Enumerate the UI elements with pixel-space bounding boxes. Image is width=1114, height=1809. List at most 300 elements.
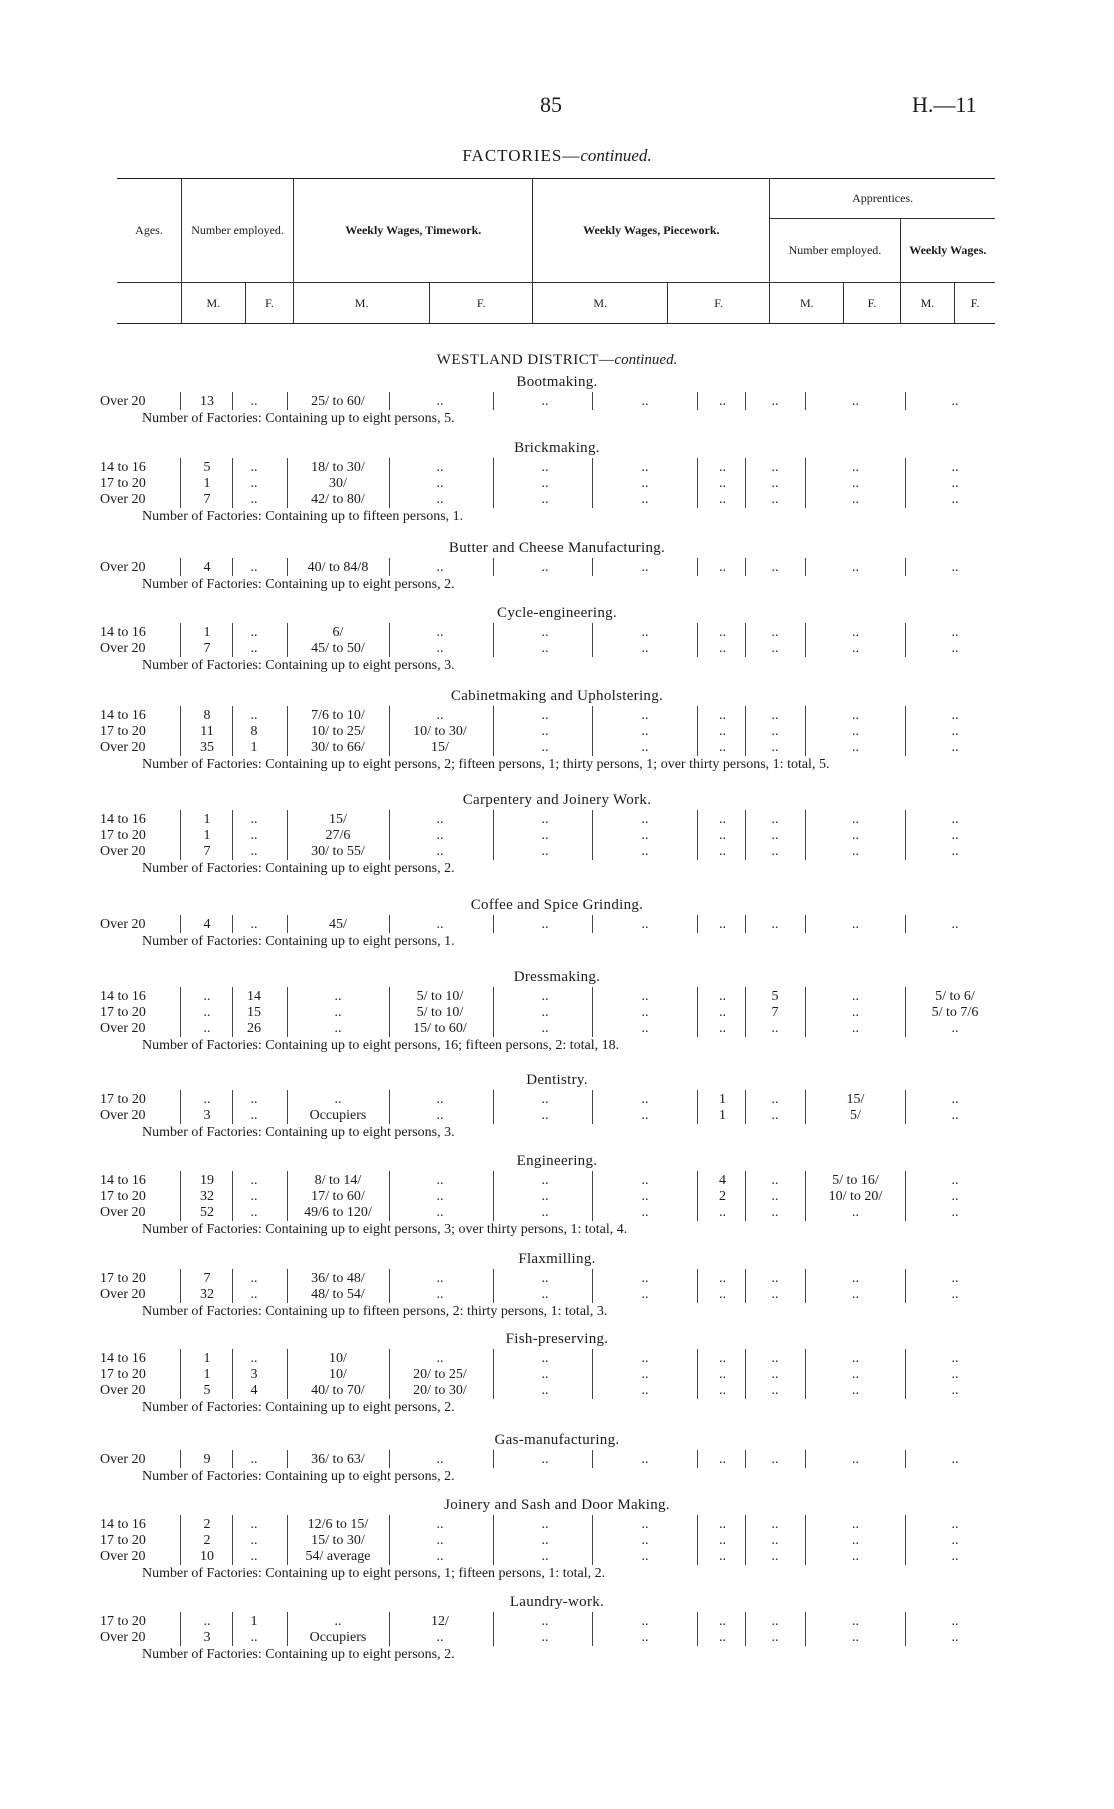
cell-piecework-m: ..: [541, 1452, 549, 1467]
cell-timework-f: ..: [436, 917, 444, 932]
cell-timework-m: 18/ to 30/: [311, 460, 365, 475]
cell-m-employed: 1: [203, 812, 211, 827]
cell-timework-f: ..: [436, 1271, 444, 1286]
cell-apprentice-f: ..: [771, 1383, 779, 1398]
column-rule: [697, 915, 698, 933]
table-row: [0, 1549, 1114, 1566]
section-title: Bootmaking.: [516, 374, 598, 390]
cell-piecework-m: ..: [541, 1287, 549, 1302]
column-rule: [493, 639, 494, 657]
cell-apprentice-m: ..: [719, 1021, 726, 1036]
cell-timework-m: 27/6: [325, 828, 351, 843]
column-rule: [180, 1381, 181, 1399]
cell-m-employed: 13: [200, 394, 214, 409]
cell-apprentice-wage-f: ..: [951, 1383, 959, 1398]
column-rule: [905, 558, 906, 576]
cell-apprentice-m: ..: [719, 1205, 726, 1220]
header-f: F.: [667, 283, 769, 324]
cell-timework-f: ..: [436, 625, 444, 640]
column-rule: [697, 558, 698, 576]
column-rule: [805, 842, 806, 860]
cell-apprentice-f: ..: [771, 1173, 779, 1188]
cell-apprentice-wage-m: ..: [852, 1630, 859, 1645]
cell-apprentice-f: ..: [771, 1287, 779, 1302]
table-row: [0, 625, 1114, 642]
cell-apprentice-wage-m: ..: [852, 1517, 859, 1532]
section-title: Coffee and Spice Grinding.: [470, 897, 644, 913]
cell-timework-m: 10/ to 25/: [311, 724, 365, 739]
section-title: Engineering.: [516, 1153, 598, 1169]
header-m: M.: [182, 283, 246, 324]
cell-f-employed: ..: [250, 1517, 258, 1532]
cell-m-employed: 7: [203, 844, 211, 859]
cell-timework-m: 40/ to 84/8: [307, 560, 369, 575]
header-f: F.: [844, 283, 900, 324]
column-rule: [805, 1019, 806, 1037]
column-rule: [180, 1285, 181, 1303]
cell-timework-f: ..: [436, 812, 444, 827]
table-row: [0, 460, 1114, 477]
cell-age: Over 20: [100, 917, 146, 932]
cell-piecework-f: ..: [641, 460, 649, 475]
cell-m-employed: ..: [203, 1021, 211, 1036]
cell-apprentice-m: ..: [719, 917, 726, 932]
cell-apprentice-wage-m: ..: [852, 476, 859, 491]
cell-piecework-f: ..: [641, 844, 649, 859]
cell-apprentice-wage-f: ..: [951, 844, 959, 859]
cell-age: 14 to 16: [100, 708, 146, 723]
cell-piecework-m: ..: [541, 394, 549, 409]
cell-f-employed: 26: [247, 1021, 261, 1036]
cell-piecework-m: ..: [541, 708, 549, 723]
cell-apprentice-wage-f: ..: [951, 740, 959, 755]
column-rule: [905, 1106, 906, 1124]
column-rule: [905, 1547, 906, 1565]
cell-age: 17 to 20: [100, 1367, 146, 1382]
cell-piecework-m: ..: [541, 724, 549, 739]
cell-m-employed: ..: [203, 1005, 211, 1020]
cell-apprentice-m: ..: [719, 1005, 726, 1020]
cell-apprentice-f: ..: [771, 724, 779, 739]
table-row: [0, 1383, 1114, 1400]
factories-summary: Number of Factories: Containing up to eight persons, 3.: [142, 658, 455, 673]
cell-piecework-f: ..: [641, 1173, 649, 1188]
cell-m-employed: 11: [200, 724, 214, 739]
column-rule: [905, 490, 906, 508]
cell-timework-m: 49/6 to 120/: [304, 1205, 372, 1220]
cell-m-employed: 3: [203, 1108, 211, 1123]
cell-apprentice-wage-m: ..: [852, 560, 859, 575]
column-rule: [697, 842, 698, 860]
cell-m-employed: 10: [200, 1549, 214, 1564]
cell-timework-f: ..: [436, 1173, 444, 1188]
column-rule: [805, 915, 806, 933]
cell-m-employed: 3: [203, 1630, 211, 1645]
cell-age: 14 to 16: [100, 812, 146, 827]
cell-apprentice-wage-f: ..: [951, 828, 959, 843]
cell-timework-f: ..: [436, 1517, 444, 1532]
cell-timework-f: ..: [436, 1630, 444, 1645]
cell-apprentice-f: ..: [771, 394, 779, 409]
cell-m-employed: 7: [203, 492, 211, 507]
table-header: [117, 178, 995, 324]
cell-timework-f: ..: [436, 1108, 444, 1123]
cell-piecework-f: ..: [641, 1517, 649, 1532]
cell-f-employed: 1: [250, 1614, 258, 1629]
column-rule: [905, 1628, 906, 1646]
factories-summary: Number of Factories: Containing up to eight persons, 2.: [142, 577, 455, 592]
cell-timework-m: 54/ average: [305, 1549, 371, 1564]
column-rule: [493, 1450, 494, 1468]
column-rule: [697, 1628, 698, 1646]
cell-m-employed: 1: [203, 625, 211, 640]
cell-timework-m: 10/: [329, 1367, 347, 1382]
cell-timework-f: 5/ to 10/: [416, 1005, 464, 1020]
cell-piecework-f: ..: [641, 1533, 649, 1548]
cell-piecework-f: ..: [641, 740, 649, 755]
section-title: Carpentery and Joinery Work.: [462, 792, 652, 808]
document-id: H.—11: [912, 92, 977, 117]
column-rule: [905, 1381, 906, 1399]
cell-piecework-m: ..: [541, 828, 549, 843]
cell-apprentice-wage-f: ..: [951, 394, 959, 409]
cell-age: Over 20: [100, 1630, 146, 1645]
cell-age: Over 20: [100, 1287, 146, 1302]
section-title: Joinery and Sash and Door Making.: [444, 1497, 670, 1513]
cell-apprentice-f: ..: [771, 708, 779, 723]
section-title: Butter and Cheese Manufacturing.: [448, 540, 666, 556]
cell-piecework-f: ..: [641, 625, 649, 640]
cell-apprentice-wage-m: 15/: [846, 1092, 865, 1107]
column-rule: [697, 639, 698, 657]
cell-timework-m: 36/ to 48/: [311, 1271, 365, 1286]
cell-apprentice-wage-f: ..: [951, 1108, 959, 1123]
cell-apprentice-wage-f: ..: [951, 1189, 959, 1204]
column-rule: [805, 558, 806, 576]
cell-f-employed: ..: [250, 812, 258, 827]
table-row: [0, 641, 1114, 658]
cell-timework-m: 45/ to 50/: [311, 641, 365, 656]
column-rule: [180, 392, 181, 410]
cell-apprentice-f: ..: [771, 1452, 779, 1467]
column-rule: [180, 915, 181, 933]
column-rule: [493, 1285, 494, 1303]
cell-apprentice-wage-f: ..: [951, 1205, 959, 1220]
cell-timework-f: ..: [436, 560, 444, 575]
cell-apprentice-wage-m: ..: [852, 1533, 859, 1548]
cell-apprentice-wage-f: ..: [951, 724, 959, 739]
cell-piecework-m: ..: [541, 1173, 549, 1188]
cell-age: 17 to 20: [100, 476, 146, 491]
column-rule: [905, 915, 906, 933]
cell-apprentice-f: ..: [771, 1092, 779, 1107]
column-rule: [180, 842, 181, 860]
cell-timework-f: ..: [436, 1549, 444, 1564]
table-row: [0, 812, 1114, 829]
cell-apprentice-wage-m: ..: [852, 708, 859, 723]
column-rule: [805, 490, 806, 508]
table-row: [0, 1287, 1114, 1304]
cell-apprentice-wage-f: ..: [951, 1533, 959, 1548]
column-rule: [697, 1547, 698, 1565]
cell-apprentice-wage-f: ..: [951, 1614, 959, 1629]
cell-apprentice-wage-f: ..: [951, 476, 959, 491]
section-title: Fish-preserving.: [505, 1331, 609, 1347]
factories-summary: Number of Factories: Containing up to eight persons, 3.: [142, 1125, 455, 1140]
cell-piecework-f: ..: [641, 1287, 649, 1302]
cell-piecework-f: ..: [641, 1452, 649, 1467]
cell-timework-m: ..: [334, 1005, 342, 1020]
cell-m-employed: 9: [203, 1452, 211, 1467]
cell-piecework-m: ..: [541, 1021, 549, 1036]
factories-summary: Number of Factories: Containing up to eight persons, 1; fifteen persons, 1: total, 2.: [142, 1566, 606, 1581]
cell-timework-m: 42/ to 80/: [311, 492, 365, 507]
cell-m-employed: 2: [203, 1517, 211, 1532]
table-row: [0, 1367, 1114, 1384]
cell-apprentice-m: ..: [719, 1383, 726, 1398]
table-row: [0, 1614, 1114, 1631]
column-rule: [697, 1203, 698, 1221]
cell-piecework-m: ..: [541, 1630, 549, 1645]
table-row: [0, 1271, 1114, 1288]
cell-apprentice-wage-m: ..: [852, 1367, 859, 1382]
cell-apprentice-wage-m: ..: [852, 1614, 859, 1629]
cell-piecework-f: ..: [641, 394, 649, 409]
cell-timework-m: 30/ to 55/: [311, 844, 365, 859]
cell-apprentice-m: ..: [719, 394, 726, 409]
cell-m-employed: 8: [203, 708, 211, 723]
cell-apprentice-f: ..: [771, 1205, 779, 1220]
cell-apprentice-m: ..: [719, 812, 726, 827]
column-rule: [805, 1106, 806, 1124]
column-rule: [180, 738, 181, 756]
cell-age: 17 to 20: [100, 1533, 146, 1548]
cell-m-employed: 4: [203, 917, 211, 932]
cell-age: Over 20: [100, 844, 146, 859]
cell-apprentice-m: 1: [719, 1092, 726, 1107]
cell-age: 17 to 20: [100, 1271, 146, 1286]
header-f: F.: [430, 283, 533, 324]
cell-age: 14 to 16: [100, 1517, 146, 1532]
column-rule: [493, 1628, 494, 1646]
cell-apprentice-m: ..: [719, 844, 726, 859]
cell-piecework-m: ..: [541, 917, 549, 932]
cell-timework-f: ..: [436, 492, 444, 507]
table-row: [0, 844, 1114, 861]
cell-f-employed: ..: [250, 1092, 258, 1107]
cell-timework-m: 40/ to 70/: [311, 1383, 365, 1398]
cell-apprentice-m: ..: [719, 1271, 726, 1286]
column-rule: [905, 842, 906, 860]
cell-apprentice-f: ..: [771, 560, 779, 575]
factories-summary: Number of Factories: Containing up to eight persons, 16; fifteen persons, 2: total, 18.: [142, 1038, 620, 1053]
cell-age: 14 to 16: [100, 625, 146, 640]
cell-piecework-m: ..: [541, 492, 549, 507]
factories-summary: Number of Factories: Containing up to eight persons, 3; over thirty persons, 1: total, 4.: [142, 1222, 628, 1237]
column-rule: [805, 738, 806, 756]
cell-apprentice-wage-m: ..: [852, 1351, 859, 1366]
cell-apprentice-wage-f: ..: [951, 641, 959, 656]
cell-f-employed: ..: [250, 560, 258, 575]
cell-f-employed: ..: [250, 641, 258, 656]
table-row: [0, 1092, 1114, 1109]
cell-apprentice-wage-m: ..: [852, 641, 859, 656]
header-m: M.: [533, 283, 668, 324]
column-rule: [180, 1547, 181, 1565]
section-title: Brickmaking.: [514, 440, 600, 456]
factories-summary: Number of Factories: Containing up to fifteen persons, 1.: [142, 509, 464, 524]
section-title: Cabinetmaking and Upholstering.: [450, 688, 664, 704]
cell-apprentice-f: ..: [771, 812, 779, 827]
cell-f-employed: ..: [250, 460, 258, 475]
cell-age: 14 to 16: [100, 1351, 146, 1366]
cell-age: Over 20: [100, 1021, 146, 1036]
table-row: [0, 394, 1114, 411]
header-number-employed: Number employed.: [182, 179, 294, 283]
column-rule: [905, 639, 906, 657]
cell-m-employed: 1: [203, 828, 211, 843]
cell-apprentice-m: ..: [719, 492, 726, 507]
column-rule: [805, 1547, 806, 1565]
cell-apprentice-wage-m: 5/: [850, 1108, 861, 1123]
cell-apprentice-m: ..: [719, 1351, 726, 1366]
factories-summary: Number of Factories: Containing up to eight persons, 5.: [142, 411, 455, 426]
column-rule: [805, 1381, 806, 1399]
cell-piecework-f: ..: [641, 989, 649, 1004]
cell-apprentice-wage-m: ..: [852, 1271, 859, 1286]
cell-apprentice-f: ..: [771, 1351, 779, 1366]
cell-apprentice-wage-f: ..: [951, 1351, 959, 1366]
cell-f-employed: 1: [250, 740, 258, 755]
header-m: M.: [900, 283, 955, 324]
cell-apprentice-wage-f: ..: [951, 1452, 959, 1467]
header-weekly-piecework: Weekly Wages, Piecework.: [533, 179, 770, 283]
column-rule: [905, 392, 906, 410]
cell-apprentice-wage-m: ..: [852, 1383, 859, 1398]
cell-f-employed: ..: [250, 1549, 258, 1564]
column-rule: [493, 738, 494, 756]
cell-piecework-f: ..: [641, 1630, 649, 1645]
table-row: [0, 1205, 1114, 1222]
district-title-main: WESTLAND DISTRICT—: [436, 352, 615, 368]
cell-f-employed: 3: [250, 1367, 258, 1382]
cell-f-employed: ..: [250, 1533, 258, 1548]
cell-apprentice-wage-m: 10/ to 20/: [828, 1189, 883, 1204]
cell-f-employed: ..: [250, 1173, 258, 1188]
cell-age: 17 to 20: [100, 828, 146, 843]
cell-piecework-m: ..: [541, 1517, 549, 1532]
header-m: M.: [770, 283, 844, 324]
column-rule: [493, 1019, 494, 1037]
cell-apprentice-wage-f: ..: [951, 625, 959, 640]
cell-piecework-f: ..: [641, 1614, 649, 1629]
cell-timework-m: ..: [334, 1614, 342, 1629]
cell-piecework-m: ..: [541, 460, 549, 475]
table-row: [0, 724, 1114, 741]
column-rule: [805, 1628, 806, 1646]
cell-apprentice-f: ..: [771, 1614, 779, 1629]
cell-apprentice-wage-m: ..: [852, 740, 859, 755]
table-row: [0, 708, 1114, 725]
page-title: [0, 146, 1114, 166]
column-rule: [180, 1450, 181, 1468]
cell-timework-m: Occupiers: [309, 1630, 367, 1645]
cell-apprentice-f: ..: [771, 476, 779, 491]
cell-timework-f: ..: [436, 828, 444, 843]
table-row: [0, 1005, 1114, 1022]
cell-apprentice-wage-m: ..: [852, 1005, 859, 1020]
cell-apprentice-m: ..: [719, 724, 726, 739]
cell-f-employed: ..: [250, 492, 258, 507]
cell-apprentice-f: ..: [771, 740, 779, 755]
cell-apprentice-wage-m: ..: [852, 1021, 859, 1036]
section-title: Dentistry.: [526, 1072, 588, 1088]
table-row: [0, 1452, 1114, 1469]
cell-apprentice-m: ..: [719, 708, 726, 723]
cell-piecework-f: ..: [641, 1383, 649, 1398]
cell-timework-f: 5/ to 10/: [416, 989, 464, 1004]
factories-summary: Number of Factories: Containing up to eight persons, 2.: [142, 1469, 455, 1484]
cell-apprentice-m: ..: [719, 1549, 726, 1564]
cell-timework-m: 12/6 to 15/: [307, 1517, 369, 1532]
column-rule: [805, 639, 806, 657]
cell-apprentice-wage-m: ..: [852, 625, 859, 640]
cell-f-employed: ..: [250, 394, 258, 409]
header-f: F.: [955, 283, 995, 324]
cell-apprentice-wage-f: ..: [951, 1271, 959, 1286]
cell-apprentice-wage-m: ..: [852, 1452, 859, 1467]
cell-f-employed: ..: [250, 1271, 258, 1286]
column-rule: [805, 1450, 806, 1468]
cell-apprentice-wage-m: ..: [852, 812, 859, 827]
cell-apprentice-f: ..: [771, 1108, 779, 1123]
page-title-main: FACTORIES—: [462, 146, 581, 165]
cell-piecework-f: ..: [641, 724, 649, 739]
cell-timework-m: 30/ to 66/: [311, 740, 365, 755]
page-title-italic: continued.: [580, 146, 652, 165]
cell-apprentice-m: 2: [719, 1189, 726, 1204]
cell-timework-m: Occupiers: [309, 1108, 367, 1123]
cell-piecework-f: ..: [641, 560, 649, 575]
column-rule: [493, 1203, 494, 1221]
cell-f-employed: 8: [250, 724, 258, 739]
district-title: [0, 352, 1114, 369]
table-row: [0, 1189, 1114, 1206]
cell-apprentice-wage-m: ..: [852, 1205, 859, 1220]
cell-apprentice-f: ..: [771, 625, 779, 640]
table-row: [0, 1108, 1114, 1125]
table-row: [0, 1630, 1114, 1647]
cell-piecework-f: ..: [641, 1108, 649, 1123]
cell-apprentice-wage-f: ..: [951, 1367, 959, 1382]
cell-m-employed: 7: [203, 641, 211, 656]
cell-m-employed: 5: [203, 460, 211, 475]
cell-apprentice-wage-m: ..: [852, 989, 859, 1004]
cell-apprentice-f: ..: [771, 917, 779, 932]
cell-age: 17 to 20: [100, 1614, 146, 1629]
cell-piecework-m: ..: [541, 1351, 549, 1366]
table-row: [0, 989, 1114, 1006]
cell-apprentice-m: ..: [719, 625, 726, 640]
cell-timework-f: ..: [436, 708, 444, 723]
cell-m-employed: 7: [203, 1271, 211, 1286]
column-rule: [180, 1203, 181, 1221]
factories-summary: Number of Factories: Containing up to eight persons, 1.: [142, 934, 455, 949]
district-title-italic: continued.: [614, 352, 678, 368]
cell-age: 17 to 20: [100, 1189, 146, 1204]
cell-f-employed: ..: [250, 708, 258, 723]
section-title: Flaxmilling.: [518, 1251, 596, 1267]
